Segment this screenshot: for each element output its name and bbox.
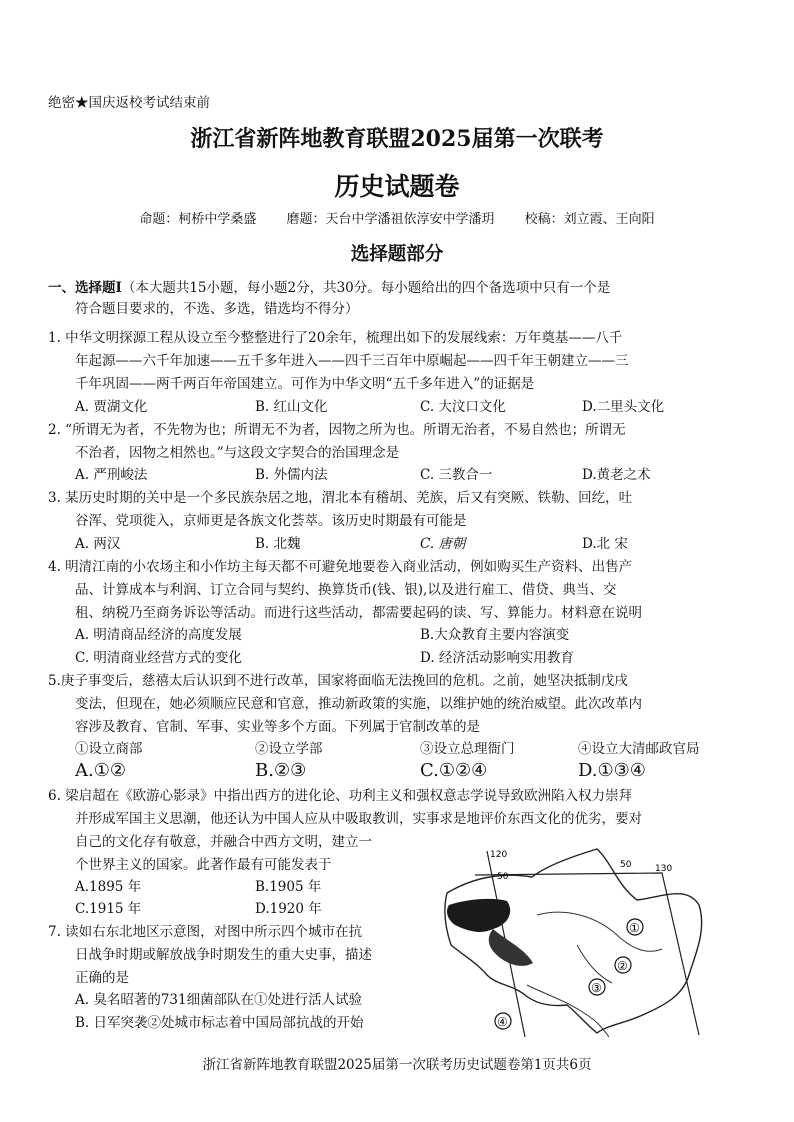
q3-option-b[interactable]: B. 北魏 [255, 536, 301, 552]
q4-line-3: 租、纳税乃至商务诉讼等活动。而进行这些活动，都需要起码的读、写、算能力。材料意在说明 [75, 605, 642, 621]
q3-option-d[interactable]: D.北 宋 [582, 536, 628, 552]
part1-heading: 一、选择题Ⅰ [48, 280, 122, 296]
city-2-label: ② [617, 959, 628, 973]
q3-line-2: 谷浑、党项徙入，京师更是各族文化荟萃。该历史时期最有可能是 [75, 513, 467, 529]
q1-line-2: 年起源——六千年加速——五千多年进入——四千三百年中原崛起——四千年王朝建立——三 [75, 353, 629, 369]
paper-subtitle: 历史试题卷 [334, 172, 460, 201]
q1-option-b[interactable]: B. 红山文化 [255, 399, 328, 415]
q5-option-a[interactable]: A.①② [75, 760, 126, 781]
author-credit: 命题：柯桥中学桑盛 [139, 212, 257, 227]
map-label-50-left: 50 [497, 872, 509, 882]
map-label-120: 120 [490, 850, 508, 860]
q3-option-c[interactable]: C. 唐朝 [420, 536, 466, 552]
q6-line-2: 并形成军国主义思潮，他还认为中国人应从中吸取教训，实事求是地评价东西文化的优劣，要对 [75, 811, 642, 827]
city-3-label: ③ [591, 981, 602, 995]
q6-option-d[interactable]: D.1920 年 [255, 901, 322, 917]
river [537, 912, 662, 951]
q1-option-d[interactable]: D.二里头文化 [582, 399, 665, 415]
q2-option-d[interactable]: D.黄老之术 [582, 467, 651, 483]
q7-line-1: 7. 读如右东北地区示意图，对图中所示四个城市在抗 [48, 924, 363, 940]
part1-desc-2: 符合题目要求的，不选、多选，错选均不得分） [75, 301, 359, 317]
q6-line-4: 个世界主义的国家。此著作最有可能发表于 [75, 857, 332, 873]
city-1-label: ① [629, 921, 640, 935]
q5-line-3: 容涉及教育、官制、军事、实业等多个方面。下列属于官制改革的是 [75, 719, 480, 735]
map-label-50-right: 50 [620, 860, 632, 870]
reviewer-credit: 磨题：天台中学潘祖依淳安中学潘玥 [286, 212, 495, 227]
q2-option-a[interactable]: A. 严刑峻法 [75, 467, 148, 483]
city-4-label: ④ [497, 1015, 508, 1029]
q6-line-3: 自己的文化存有敬意，并融合中西方文明，建立一 [75, 834, 372, 850]
q5-line-1: 5.庚子事变后，慈禧太后认识到不进行改革，国家将面临无法挽回的危机。之前，她坚决抵制戊戌 [48, 673, 628, 689]
section-title: 选择题部分 [350, 244, 444, 265]
q5-option-b[interactable]: B.②③ [255, 760, 307, 781]
q1-option-c[interactable]: C. 大汶口文化 [420, 399, 506, 415]
q2-line-1: 2. “所谓无为者，不先物为也；所谓无不为者，因物之所为也。所谓无治者，不易自然也；所谓无 [48, 422, 626, 438]
q5-statement-4: ④设立大清邮政官局 [578, 741, 700, 757]
q7-option-a[interactable]: A. 臭名昭著的731细菌部队在①处进行活人试验 [75, 992, 363, 1008]
q6-option-b[interactable]: B.1905 年 [255, 879, 322, 895]
q7-line-2: 日战争时期或解放战争时期发生的重大史事，描述 [75, 947, 372, 963]
q4-line-1: 4. 明清江南的小农场主和小作坊主每天都不可避免地要卷入商业活动，例如购买生产资料、出售产 [48, 559, 633, 575]
q2-option-b[interactable]: B. 外儒内法 [255, 467, 328, 483]
river-2 [577, 945, 612, 983]
q4-line-2: 品、计算成本与利润、订立合同与契约、换算货币(钱、银),以及进行雇工、借贷、典当、交 [75, 582, 617, 598]
page-footer: 浙江省新阵地教育联盟2025届第一次联考历史试题卷第1页共6页 [202, 1057, 592, 1073]
q6-option-a[interactable]: A.1895 年 [75, 879, 142, 895]
exam-title: 浙江省新阵地教育联盟2025届第一次联考 [190, 126, 604, 152]
q1-line-3: 千年巩固——两千两百年帝国建立。可作为中华文明“五千多年进入”的证据是 [75, 376, 535, 392]
q5-line-2: 变法，但现在，她必须顺应民意和官意，推动新政策的实施，以维护她的统治威望。此次改革内 [75, 696, 642, 712]
q2-option-c[interactable]: C. 三教合一 [420, 467, 493, 483]
q5-option-c[interactable]: C.①②④ [420, 760, 488, 781]
q4-option-b[interactable]: B.大众教育主要内容演变 [420, 627, 570, 643]
q1-option-a[interactable]: A. 贾湖文化 [75, 399, 148, 415]
dark-region [447, 899, 510, 932]
q4-option-d[interactable]: D. 经济活动影响实用教育 [420, 650, 574, 666]
q4-option-c[interactable]: C. 明清商业经营方式的变化 [75, 650, 242, 666]
credits-line [0, 208, 794, 227]
q3-line-1: 3. 某历史时期的关中是一个多民族杂居之地，渭北本有稽胡、羌族，后又有突厥、铁勒、回纥，吐 [48, 490, 633, 506]
proof-credit: 校稿：刘立霞、王向阳 [524, 212, 655, 227]
q5-statement-2: ②设立学部 [255, 741, 323, 757]
q5-option-d[interactable]: D.①③④ [578, 760, 646, 781]
q7-line-3: 正确的是 [75, 970, 129, 986]
q4-option-a[interactable]: A. 明清商品经济的高度发展 [75, 627, 242, 643]
q7-option-b[interactable]: B. 日军突袭②处城市标志着中国局部抗战的开始 [75, 1015, 364, 1031]
q5-statement-1: ①设立商部 [75, 741, 143, 757]
q6-line-1: 6. 梁启超在《欧游心影录》中指出西方的进化论、功利主义和强权意志学说导致欧洲陷入权力崇拜 [48, 788, 633, 804]
q5-statement-3: ③设立总理衙门 [420, 741, 515, 757]
q2-line-2: 不治者，因物之相然也。”与这段文字契合的治国理念是 [75, 445, 400, 461]
part1-desc-1: （本大题共15小题，每小题2分，共30分。每小题给出的四个备选项中只有一个是 [121, 280, 611, 296]
northeast-china-map [437, 845, 737, 1040]
map-label-130: 130 [655, 864, 673, 874]
q3-option-a[interactable]: A. 两汉 [75, 536, 121, 552]
part1-heading-line [48, 278, 610, 298]
confidential-label: 绝密★国庆返校考试结束前 [48, 95, 210, 111]
q1-line-1: 1. 中华文明探源工程从设立至今整整进行了20余年，梳理出如下的发展线索：万年奠基——八千 [48, 330, 623, 346]
q6-option-c[interactable]: C.1915 年 [75, 901, 142, 917]
dark-region-2 [489, 929, 533, 966]
